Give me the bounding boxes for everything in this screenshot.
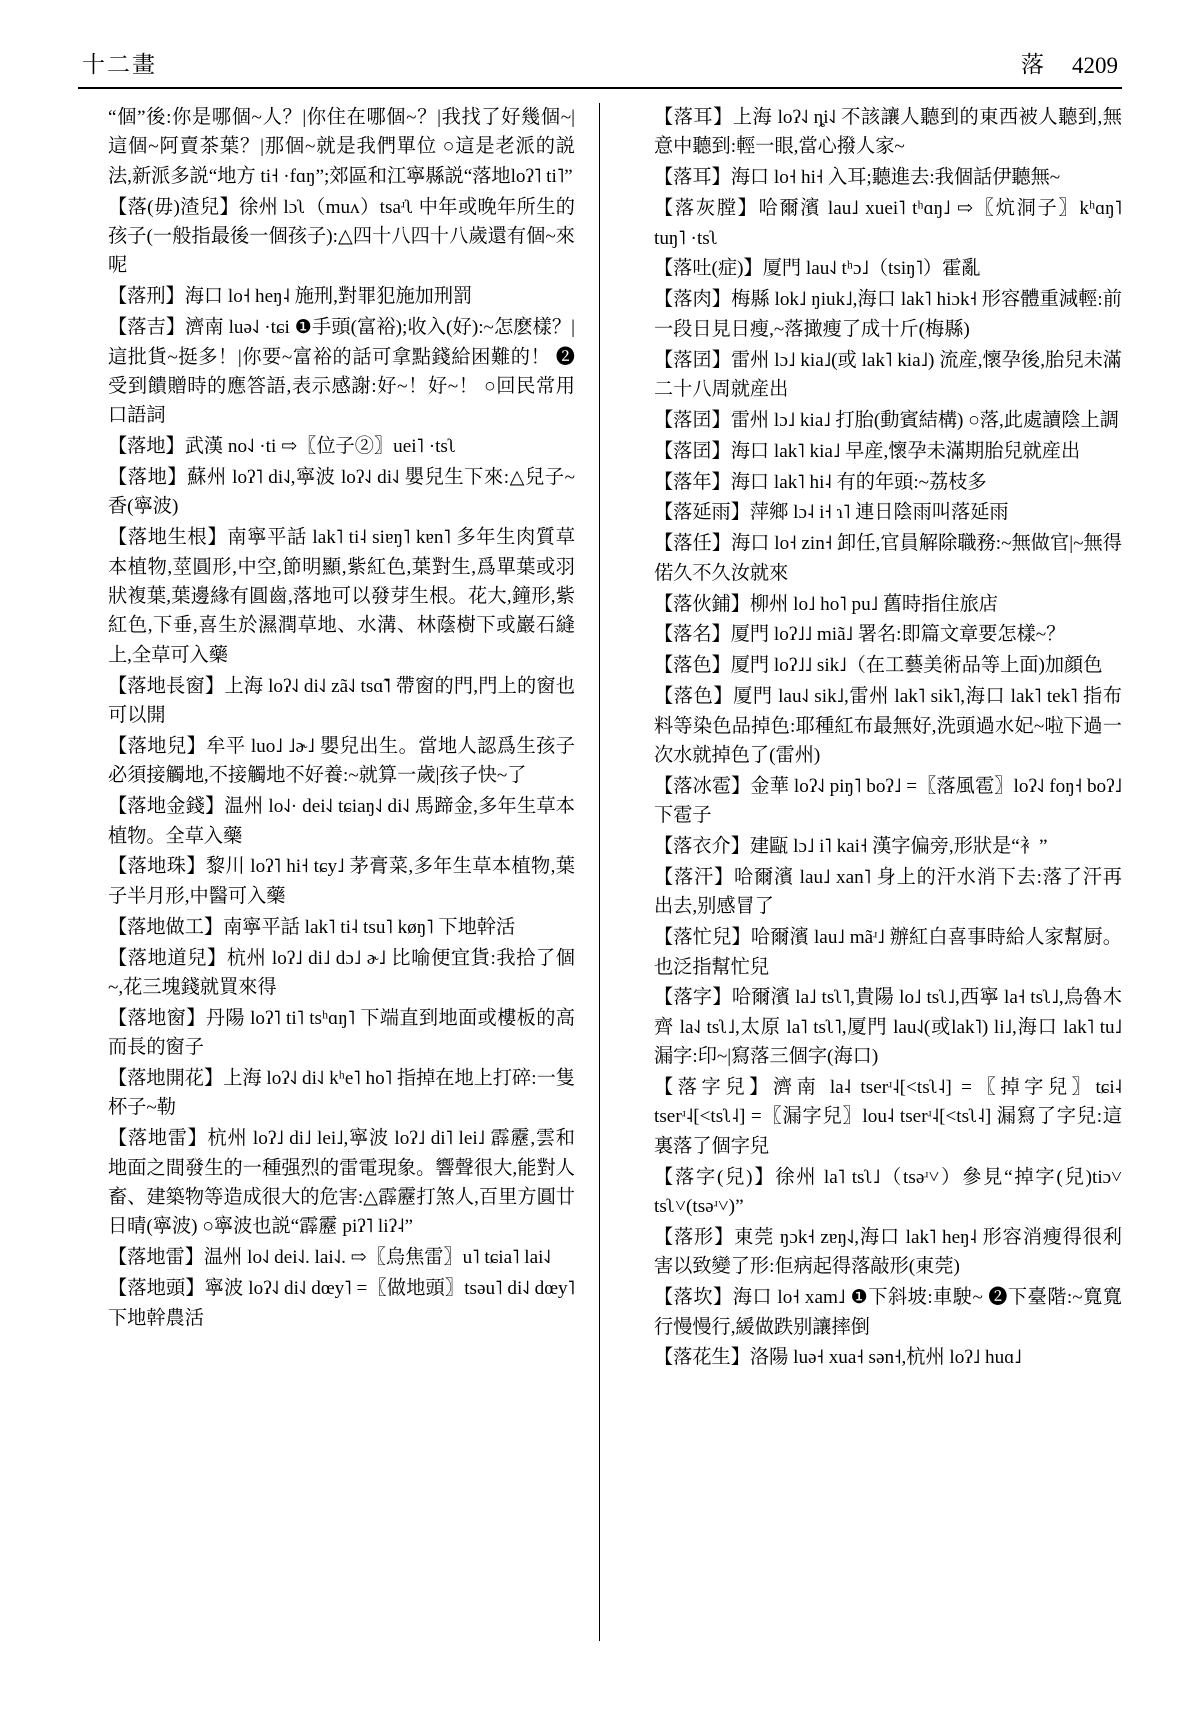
dictionary-entry: 【落形】東莞 ŋɔk˧ zɐŋ˨˩,海口 lak˥ heŋ˨ 形容消瘦得很利害以致變了形:佢病起得落敲形(東莞)	[654, 1226, 1122, 1278]
dictionary-entry: 【落(毋)渣兒】徐州 lɔʅ（muʌ）tsaʴʅ 中年或晚年所生的孩子(一般指最後一個孩子):△四十八四十八歲還有個~來呢	[108, 196, 575, 277]
dictionary-entry: 【落刑】海口 lo˧ heŋ˨ 施刑,對罪犯施加刑罰	[108, 286, 473, 308]
dictionary-entry: 【落地雷】温州 lo˨˩ dei˨˩. lai˨˩. ⇨〖烏焦雷〗u˥ tɕia˥ lai˨˩	[108, 1247, 551, 1269]
dictionary-entry: 【落伙鋪】柳州 lo˩ ho˥ pu˩ 舊時指住旅店	[654, 593, 998, 615]
dictionary-entry: 【落地頭】寧波 loʔ˨˩ di˨˩ dœy˥ =〖做地頭〗tsəu˥ di˨˩ dœy˥ 下地幹農活	[108, 1278, 575, 1329]
dictionary-entry: 【落色】厦門 lau˨˩ sik˩,雷州 lak˥ sik˥,海口 lak˥ tek˥ 指布料等染色品掉色:耶種紅布最無好,洗頭過水妃~啦下過一次水就掉色了(雷州)	[654, 686, 1122, 766]
dictionary-entry: 【落吉】濟南 luə˨˩ ·tɕi ❶手頭(富裕);收入(好):~怎麽樣？|這批貨~挺多！|你要~富裕的話可拿點錢給困難的！ ❷受到饋贈時的應答語,表示感謝:好~！好~！ ○回民常用口語詞	[108, 317, 575, 427]
header-section-label: 十二畫	[82, 52, 157, 77]
page-number: 4209	[1072, 53, 1118, 78]
dictionary-entry: 【落肉】梅縣 lok˩ ŋiuk˩,海口 lak˥ hiɔk˧ 形容體重減輕:前一段日見日瘦,~落撖瘦了成十斤(梅縣)	[654, 289, 1122, 340]
dictionary-entry: 【落年】海口 lak˥ hi˨ 有的年頭:~荔枝多	[654, 471, 987, 493]
dictionary-entry: 【落字兒】濟南 la˨ tserʴ˨[<tsʅ˨] =〖掉字兒〗tɕi˨ tserʴ˨[<tsʅ˨] =〖漏字兒〗lou˨ tserʴ˨[<tsʅ˨] 漏寫了字兒:這裏落了個字兒	[654, 1077, 1122, 1157]
dictionary-entry: 【落囝】雷州 lɔ˩ kia˩ 打胎(動賓結構) ○落,此處讀陰上調	[654, 409, 1119, 431]
dictionary-entry: 【落地開花】上海 loʔ˨˩ di˨˩ kʰe˥ ho˥ 指掉在地上打碎:一隻杯子~勒	[108, 1068, 575, 1119]
dictionary-entry: 【落地兒】牟平 luo˩ ˩ɚ˩ 嬰兒出生。當地人認爲生孩子必須接觸地,不接觸地不好養:~就算一歲|孩子快~了	[108, 735, 575, 787]
dictionary-entry: 【落坎】海口 lo˧ xam˩ ❶下斜坡:車駛~ ❷下臺階:~寬寬行慢慢行,緩做跌别讓摔倒	[654, 1287, 1122, 1338]
dictionary-entry: 【落延雨】萍鄉 lɔ˨ i˧ ɿ˥ 連日陰雨叫落延雨	[654, 502, 1009, 524]
dictionary-entry: 【落色】厦門 loʔ˩˩ sik˩（在工藝美術品等上面)加顔色	[654, 655, 1103, 677]
dictionary-entry: 【落耳】海口 lo˧ hi˧ 入耳;聽進去:我個話伊聽無~	[654, 167, 1061, 189]
two-column-body	[78, 103, 1122, 1641]
left-column	[78, 103, 600, 1641]
dictionary-entry: 【落灰膛】哈爾濱 lau˩ xuei˥ tʰɑŋ˩ ⇨〖炕洞子〗kʰɑŋ˥ tuŋ˥ ·tsʅ	[654, 198, 1122, 249]
dictionary-entry: 【落囝】雷州 lɔ˩ kia˩(或 lak˥ kia˩) 流産,懷孕後,胎兒未滿二十八周就産出	[654, 349, 1122, 400]
dictionary-entry: 【落地雷】杭州 loʔ˩ di˩ lei˩,寧波 loʔ˩ di˥ lei˩ 霹靂,雲和地面之間發生的一種强烈的雷電現象。響聲很大,能對人畜、建築物等造成很大的危害:△霹靂打煞人,百里方圓廿日晴(寧波) ○寧波也説“霹靂 piʔ˥ liʔ˨”	[108, 1128, 575, 1238]
dictionary-entry: 【落地珠】黎川 loʔ˥ hi˧ tɕy˩ 茅膏菜,多年生草本植物,葉子半月形,中醫可入藥	[108, 856, 575, 907]
dictionary-entry: 【落囝】海口 lak˥ kia˩ 早産,懷孕未滿期胎兒就産出	[654, 440, 1081, 462]
entry-continuation: “個”後:你是哪個~人？|你住在哪個~？|我找了好幾個~|這個~阿賣茶葉？|那個~就是我們單位 ○這是老派的説法,新派多説“地方 ti˧ ·fɑŋ”;郊區和江寧縣説“落地loʔ˥ ti˥”	[108, 107, 575, 187]
dictionary-entry: 【落忙兒】哈爾濱 lau˩ mãʴ˩ 辦紅白喜事時給人家幫厨。也泛指幫忙兒	[654, 927, 1122, 978]
dictionary-entry: 【落地金錢】温州 lo˨˩· dei˨˩ tɕiaŋ˨˩ di˨˩ 馬蹄金,多年生草本植物。全草入藥	[108, 796, 575, 847]
header-rule	[78, 87, 1122, 89]
dictionary-entry: 【落地長窗】上海 loʔ˨˩ di˨˩ zã˨˩ tsɑ̃˥ 帶窗的門,門上的窗也可以開	[108, 675, 575, 726]
dictionary-entry: 【落地做工】南寧平話 lak˥ ti˨ tsu˥ køŋ˥ 下地幹活	[108, 916, 516, 938]
dictionary-entry: 【落耳】上海 loʔ˨˩ ȵi˨˩ 不該讓人聽到的東西被人聽到,無意中聽到:輕一眼,當心撥人家~	[654, 107, 1122, 158]
dictionary-entry: 【落地】蘇州 loʔ˥ di˨˩,寧波 loʔ˨˩ di˨˩ 嬰兒生下來:△兒子~香(寧波)	[108, 467, 575, 518]
dictionary-entry: 【落衣介】建甌 lɔ˩ i˥ kai˧ 漢字偏旁,形狀是“衤”	[654, 836, 1048, 857]
dictionary-entry: 【落任】海口 lo˧ zin˧ 卸任,官員解除職務:~無做官|~無得偌久不久汝就來	[654, 533, 1122, 584]
header-headword: 落	[1021, 52, 1046, 77]
dictionary-entry: 【落花生】洛陽 luə˧ xua˧ sən˧,杭州 loʔ˩ huɑ˩	[654, 1347, 1022, 1369]
dictionary-entry: 【落地】武漢 no˨˩ ·ti ⇨〖位子②〗uei˥ ·tsʅ	[108, 436, 457, 458]
dictionary-entry: 【落地窗】丹陽 loʔ˥ ti˥ tsʰɑŋ˥ 下端直到地面或樓板的高而長的窗子	[108, 1007, 575, 1059]
page-header	[78, 46, 1122, 85]
dictionary-entry: 【落名】厦門 loʔ˩˩ miã˩ 署名:即篇文章要怎樣~？	[654, 624, 1066, 646]
dictionary-entry: 【落吐(症)】厦門 lau˨˩ tʰɔ˩（tsiŋ˥）霍亂	[654, 258, 981, 280]
dictionary-entry: 【落字】哈爾濱 la˩ tsʅ˥,貴陽 lo˩ tsʅ˩,西寧 la˧ tsʅ˩,烏魯木齊 la˨˩ tsʅ˩,太原 la˥ tsʅ˥,厦門 lau˨˩(或lak˥) li˩,海口 lak˥ tu˩ 漏字:印~|寫落三個字(海口)	[654, 987, 1122, 1068]
dictionary-entry: 【落汗】哈爾濱 lau˩ xan˥ 身上的汗水消下去:落了汗再出去,别感冒了	[654, 866, 1122, 918]
right-column	[600, 103, 1122, 1641]
dictionary-entry: 【落地生根】南寧平話 lak˥ ti˨ siɐŋ˥ kɐn˥ 多年生肉質草本植物,莖圓形,中空,節明顯,紫紅色,葉對生,爲單葉或羽狀複葉,葉邊緣有圓齒,落地可以發芽生根。花大,鐘形,紫紅色,下垂,喜生於濕潤草地、水溝、林蔭樹下或巖石縫上,全草可入藥	[108, 527, 575, 666]
dictionary-entry: 【落字(兒)】徐州 la˥ tsʅ˩（tsəʴ˅）參見“掉字(兒)tiɔ˅ tsʅ˅(tsəʴ˅)”	[654, 1166, 1122, 1217]
dictionary-entry: 【落冰雹】金華 loʔ˨˩ piŋ˥ boʔ˩ =〖落風雹〗loʔ˨˩ foŋ˧ boʔ˩ 下雹子	[654, 775, 1122, 827]
dictionary-entry: 【落地道兒】杭州 loʔ˩ di˩ dɔ˩ ɚ˩ 比喻便宜貨:我拾了個~,花三塊錢就買來得	[108, 947, 575, 998]
